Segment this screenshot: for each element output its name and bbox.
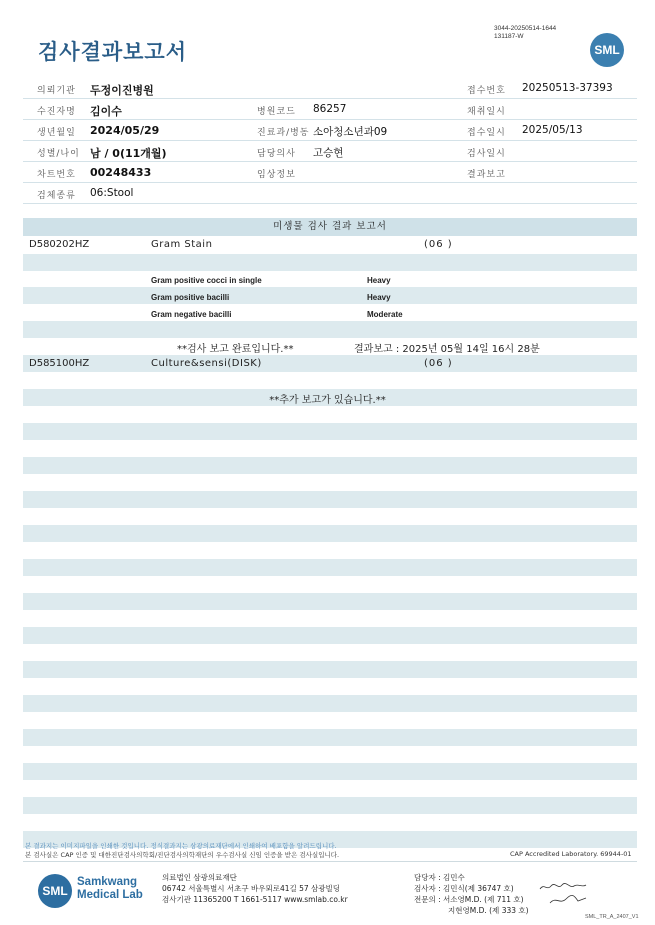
- birth-value: 2024/05/29: [90, 124, 160, 137]
- test-date-label: 검사일시: [467, 149, 506, 159]
- stripe-row: [23, 729, 637, 746]
- organism-2: Gram positive bacilli: [151, 293, 230, 302]
- test2-code: D585100HZ: [29, 358, 90, 369]
- receipt-date-value: 2025/05/13: [522, 124, 583, 136]
- document-id: [494, 25, 556, 41]
- info-row: [23, 141, 637, 162]
- birth-label: 생년월일: [37, 128, 76, 138]
- stripe-row: [23, 559, 637, 576]
- stripe-row: [23, 661, 637, 678]
- stripe-row: [23, 695, 637, 712]
- test1-name: Gram Stain: [151, 239, 213, 250]
- clinical-label: 임상정보: [257, 170, 296, 180]
- specimen-value: 06:Stool: [90, 187, 134, 199]
- stripe-row: [23, 627, 637, 644]
- receipt-date-label: 접수일시: [467, 128, 506, 138]
- report-label: 결과보고: [467, 170, 506, 180]
- document-id-line1: 3044-20250514-1644: [494, 25, 557, 32]
- footer-divider: [23, 861, 637, 862]
- test2-specimen-code: (06 ): [424, 358, 453, 369]
- brand-line2: Medical Lab: [77, 889, 143, 901]
- test1-code: D580202HZ: [29, 239, 90, 250]
- organism-1: Gram positive cocci in single: [151, 276, 262, 285]
- requester-label: 의뢰기관: [37, 86, 76, 96]
- image-notice: 본 결과지는 이미지파일을 인쇄한 것입니다. 정식결과지는 삼광의료재단에서 인쇄하여 배포함을 알려드립니다.: [25, 842, 337, 850]
- doctor-value: 고승현: [313, 147, 344, 159]
- amount-1: Heavy: [367, 276, 391, 285]
- organism-3: Gram negative bacilli: [151, 310, 232, 319]
- name-value: 김이수: [90, 105, 122, 118]
- specimen-label: 검체종류: [37, 191, 76, 201]
- brand-name: [77, 876, 143, 902]
- stripe-row: [23, 593, 637, 610]
- chart-value: 00248433: [90, 166, 152, 179]
- amount-3: Moderate: [367, 310, 403, 319]
- dept-label: 진료과/병동: [257, 128, 310, 138]
- stripe-row: [23, 423, 637, 440]
- corp-line1: 의료법인 삼광의료재단: [162, 873, 237, 882]
- document-id-line2: 131187-W: [494, 33, 524, 40]
- certification-text: 본 검사실은 CAP 인증 및 대한진단검사의학회/진단검사의학재단의 우수검사실 신임 인증을 받은 검사실입니다.: [25, 851, 340, 859]
- page-title: 검사결과보고서: [38, 40, 188, 64]
- requester-value: 두정이진병원: [90, 84, 154, 97]
- sex-age-value: 남 / 0(11개월): [90, 147, 167, 160]
- receipt-no-label: 접수번호: [467, 86, 506, 96]
- staff-line2: 검사자 : 김민식(제 36747 호): [414, 884, 514, 893]
- stripe-row: [23, 763, 637, 780]
- patient-info-table: [23, 78, 637, 204]
- test1-specimen-code: (06 ): [424, 239, 453, 250]
- stripe-row: [23, 254, 637, 271]
- stripe-row: [23, 797, 637, 814]
- stripe-row: [23, 287, 637, 304]
- corp-line2: 06742 서울특별시 서초구 바우뫼로41길 57 삼광빌딩: [162, 884, 341, 893]
- additional-report-message: **추가 보고가 있습니다.**: [269, 395, 386, 406]
- sml-footer-logo: SML: [38, 874, 72, 908]
- name-label: 수진자명: [37, 107, 76, 117]
- staff-line3: 전문의 : 서소영M.D. (제 711 호): [414, 895, 524, 904]
- sml-logo: SML: [590, 33, 624, 67]
- brand-line1: Samkwang: [77, 876, 138, 888]
- collect-date-label: 채취일시: [467, 107, 506, 117]
- cap-accreditation: CAP Accredited Laboratory. 69944-01: [510, 850, 632, 858]
- results-section-title: 미생물 검사 결과 보고서: [23, 218, 637, 236]
- signature-image: [538, 881, 588, 893]
- info-row: [23, 78, 637, 99]
- stripe-row: [23, 491, 637, 508]
- doctor-label: 담당의사: [257, 149, 296, 159]
- sex-age-label: 성별/나이: [37, 149, 80, 159]
- form-code: SML_TR_A_2407_V1: [585, 914, 639, 920]
- stripe-row: [23, 525, 637, 542]
- corporation-info: [162, 872, 348, 905]
- info-row: [23, 183, 637, 204]
- corp-line3: 검사기관 11365200 T 1661-5117 www.smlab.co.kr: [162, 895, 348, 904]
- test2-name: Culture&sensi(DISK): [151, 358, 262, 369]
- info-row: [23, 99, 637, 120]
- signature-image: [548, 893, 588, 907]
- stripe-row: [23, 321, 637, 338]
- staff-line1: 담당자 : 김민수: [414, 873, 465, 882]
- completion-message: **검사 보고 완료입니다.**: [177, 344, 294, 355]
- info-row: [23, 162, 637, 183]
- chart-label: 차트번호: [37, 170, 76, 180]
- report-timestamp: 결과보고 : 2025년 05월 14일 16시 28분: [354, 344, 540, 355]
- amount-2: Heavy: [367, 293, 391, 302]
- dept-value: 소아청소년과09: [313, 126, 388, 138]
- info-row: [23, 120, 637, 141]
- staff-info: [414, 872, 529, 916]
- stripe-row: [23, 457, 637, 474]
- hospital-code-label: 병원코드: [257, 107, 296, 117]
- staff-line4: 지현영M.D. (제 333 호): [448, 906, 529, 915]
- receipt-no-value: 20250513-37393: [522, 82, 613, 94]
- hospital-code-value: 86257: [313, 103, 347, 115]
- stripe-row: [23, 355, 637, 372]
